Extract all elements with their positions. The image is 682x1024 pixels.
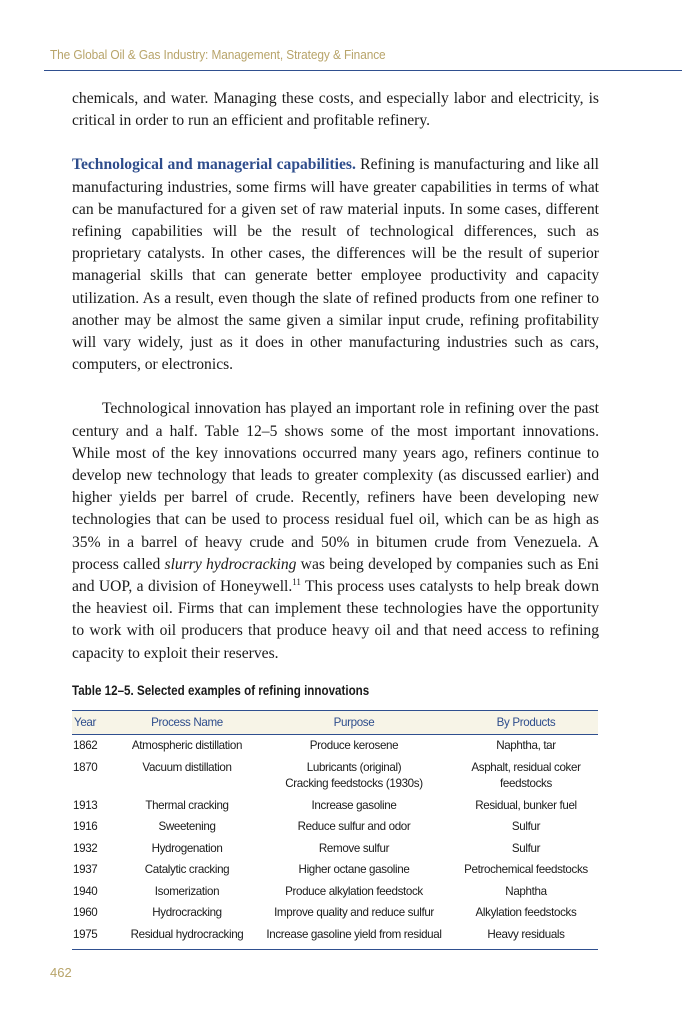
cell-byproducts	[454, 925, 598, 950]
footnote-marker: 11	[292, 576, 301, 587]
table-row	[72, 758, 598, 796]
table-row	[72, 839, 598, 861]
cell-purpose	[254, 860, 454, 882]
cell-byproducts-text: feedstocks	[500, 777, 552, 790]
cell-byproducts	[454, 817, 598, 839]
table-row	[72, 903, 598, 925]
cell-year	[72, 903, 120, 925]
cell-byproducts-text: Residual, bunker fuel	[475, 798, 577, 812]
cell-byproducts-text: Naphtha, tar	[496, 739, 556, 752]
header-purpose: Purpose	[333, 716, 375, 729]
paragraph-2-text: Refining is manufacturing and like all manufacturing industries, some firms will have greater capabilities in terms of what can be manufactured for a given set of raw material inputs. In some cases, different refining capabilities will be the result of technological differences, such as proprietary catalysts. In other cases, the differences will be the result of superior managerial skills that can generate better employee productivity and capacity utilization. As a result, even though the slate of refined products from one refiner to another may be almost the same given a similar input crude, refining profitability will vary widely, just as it does in other manufacturing industries such as cars, computers, or electronics.	[72, 156, 599, 374]
run-in-heading: Technological and managerial capabilities.	[72, 156, 356, 174]
cell-purpose-text: Remove sulfur	[318, 841, 390, 855]
cell-process-text: Catalytic cracking	[144, 863, 230, 876]
cell-year-text: 1960	[73, 906, 98, 919]
table-header-row	[72, 711, 598, 735]
cell-year	[72, 860, 120, 882]
cell-byproducts-text: Alkylation feedstocks	[475, 906, 577, 919]
cell-process-text: Atmospheric distillation	[131, 739, 243, 752]
header-process: Process Name	[151, 716, 223, 729]
cell-process-text: Sweetening	[158, 820, 216, 833]
cell-process-text: Residual hydrocracking	[130, 927, 244, 941]
cell-process	[120, 735, 254, 758]
cell-byproducts-text: Sulfur	[511, 820, 541, 833]
cell-process-text: Isomerization	[154, 884, 220, 898]
cell-year-text: 1932	[73, 841, 98, 855]
cell-purpose	[254, 758, 454, 796]
cell-year	[72, 817, 120, 839]
cell-purpose-text: Increase gasoline	[311, 798, 397, 812]
paragraph-1	[72, 88, 599, 132]
cell-byproducts	[454, 860, 598, 882]
cell-purpose	[254, 839, 454, 861]
cell-process	[120, 796, 254, 818]
cell-year-text: 1937	[73, 863, 98, 876]
cell-year	[72, 796, 120, 818]
table-row	[72, 882, 598, 904]
paragraph-2	[72, 154, 599, 376]
cell-byproducts	[454, 839, 598, 861]
cell-year	[72, 758, 120, 796]
cell-process-text: Vacuum distillation	[142, 760, 232, 774]
cell-year	[72, 735, 120, 758]
cell-byproducts	[454, 758, 598, 796]
cell-year-text: 1913	[73, 798, 98, 812]
header-year: Year	[74, 716, 97, 729]
cell-purpose	[254, 882, 454, 904]
header-byproducts: By Products	[496, 716, 556, 729]
cell-process	[120, 860, 254, 882]
cell-process	[120, 758, 254, 796]
innovations-table	[72, 710, 598, 950]
cell-byproducts-text: Asphalt, residual coker	[471, 760, 581, 774]
cell-purpose-text: Cracking feedstocks (1930s)	[285, 777, 423, 790]
cell-process-text: Thermal cracking	[145, 798, 229, 812]
table-row	[72, 817, 598, 839]
cell-process	[120, 817, 254, 839]
cell-year	[72, 882, 120, 904]
cell-purpose-text: Produce alkylation feedstock	[285, 884, 423, 898]
cell-process	[120, 903, 254, 925]
cell-byproducts-text: Naphtha	[505, 884, 547, 898]
cell-byproducts-text: Petrochemical feedstocks	[464, 863, 588, 876]
table-row	[72, 735, 598, 758]
cell-byproducts	[454, 796, 598, 818]
cell-year-text: 1940	[73, 884, 98, 898]
cell-purpose-text: Produce kerosene	[309, 739, 399, 752]
table-row	[72, 796, 598, 818]
cell-purpose	[254, 817, 454, 839]
cell-process	[120, 839, 254, 861]
cell-byproducts	[454, 882, 598, 904]
paragraph-3	[72, 398, 599, 664]
table-caption: Table 12–5. Selected examples of refining innovations	[72, 683, 370, 698]
cell-year	[72, 925, 120, 950]
cell-year-text: 1916	[73, 820, 98, 833]
paragraph-1-text: chemicals, and water. Managing these costs, and especially labor and electricity, is critical in order to run an efficient and profitable refinery.	[72, 90, 599, 130]
cell-purpose-text: Higher octane gasoline	[298, 863, 410, 876]
cell-purpose	[254, 735, 454, 758]
paragraph-3-text-b: was being developed by companies such as Eni and UOP, a division of Honeywell.	[72, 555, 600, 596]
cell-purpose-text: Increase gasoline yield from residual	[266, 927, 442, 941]
cell-year-text: 1870	[73, 760, 98, 774]
table-body	[72, 735, 598, 950]
cell-year-text: 1862	[73, 739, 98, 752]
cell-purpose	[254, 903, 454, 925]
cell-byproducts-text: Sulfur	[511, 841, 541, 855]
cell-process-text: Hydrocracking	[152, 906, 222, 919]
cell-year	[72, 839, 120, 861]
cell-purpose-text: Reduce sulfur and odor	[297, 820, 411, 833]
table-row	[72, 925, 598, 950]
body-text	[72, 88, 599, 665]
cell-byproducts	[454, 735, 598, 758]
paragraph-3-text-a: Technological innovation has played an important role in refining over the past century and a half. Table 12–5 shows some of the most important innovations. While most of the key innovations occurred many years ago, refiners continue to develop new technology that leads to greater complexity (as discussed earlier) and higher yields per barrel of crude. Recently, refiners have been developing new technologies that can be used to process residual fuel oil, which can be as high as 35% in a barrel of heavy crude and 50% in bitumen crude from Venezuela. A process called	[72, 400, 599, 573]
cell-purpose	[254, 796, 454, 818]
table-row	[72, 860, 598, 882]
cell-year-text: 1975	[73, 927, 98, 941]
cell-byproducts-text: Heavy residuals	[487, 927, 565, 941]
cell-process	[120, 882, 254, 904]
paragraph-3-text-c: This process uses catalysts to help break down the heaviest oil. Firms that can implement these technologies have the opportunity to work with oil producers that produce heavy oil and that need access to refining capacity to exploit their reserves.	[72, 578, 599, 662]
header-rule	[44, 70, 682, 71]
paragraph-3-italic: slurry hydrocracking	[164, 555, 297, 573]
cell-process-text: Hydrogenation	[151, 841, 223, 855]
running-head: The Global Oil & Gas Industry: Management, Strategy & Finance	[50, 47, 386, 62]
cell-purpose	[254, 925, 454, 950]
cell-byproducts	[454, 903, 598, 925]
page-number: 462	[50, 965, 72, 980]
cell-purpose-text: Improve quality and reduce sulfur	[274, 906, 434, 919]
cell-purpose-text: Lubricants (original)	[306, 760, 402, 774]
cell-process	[120, 925, 254, 950]
